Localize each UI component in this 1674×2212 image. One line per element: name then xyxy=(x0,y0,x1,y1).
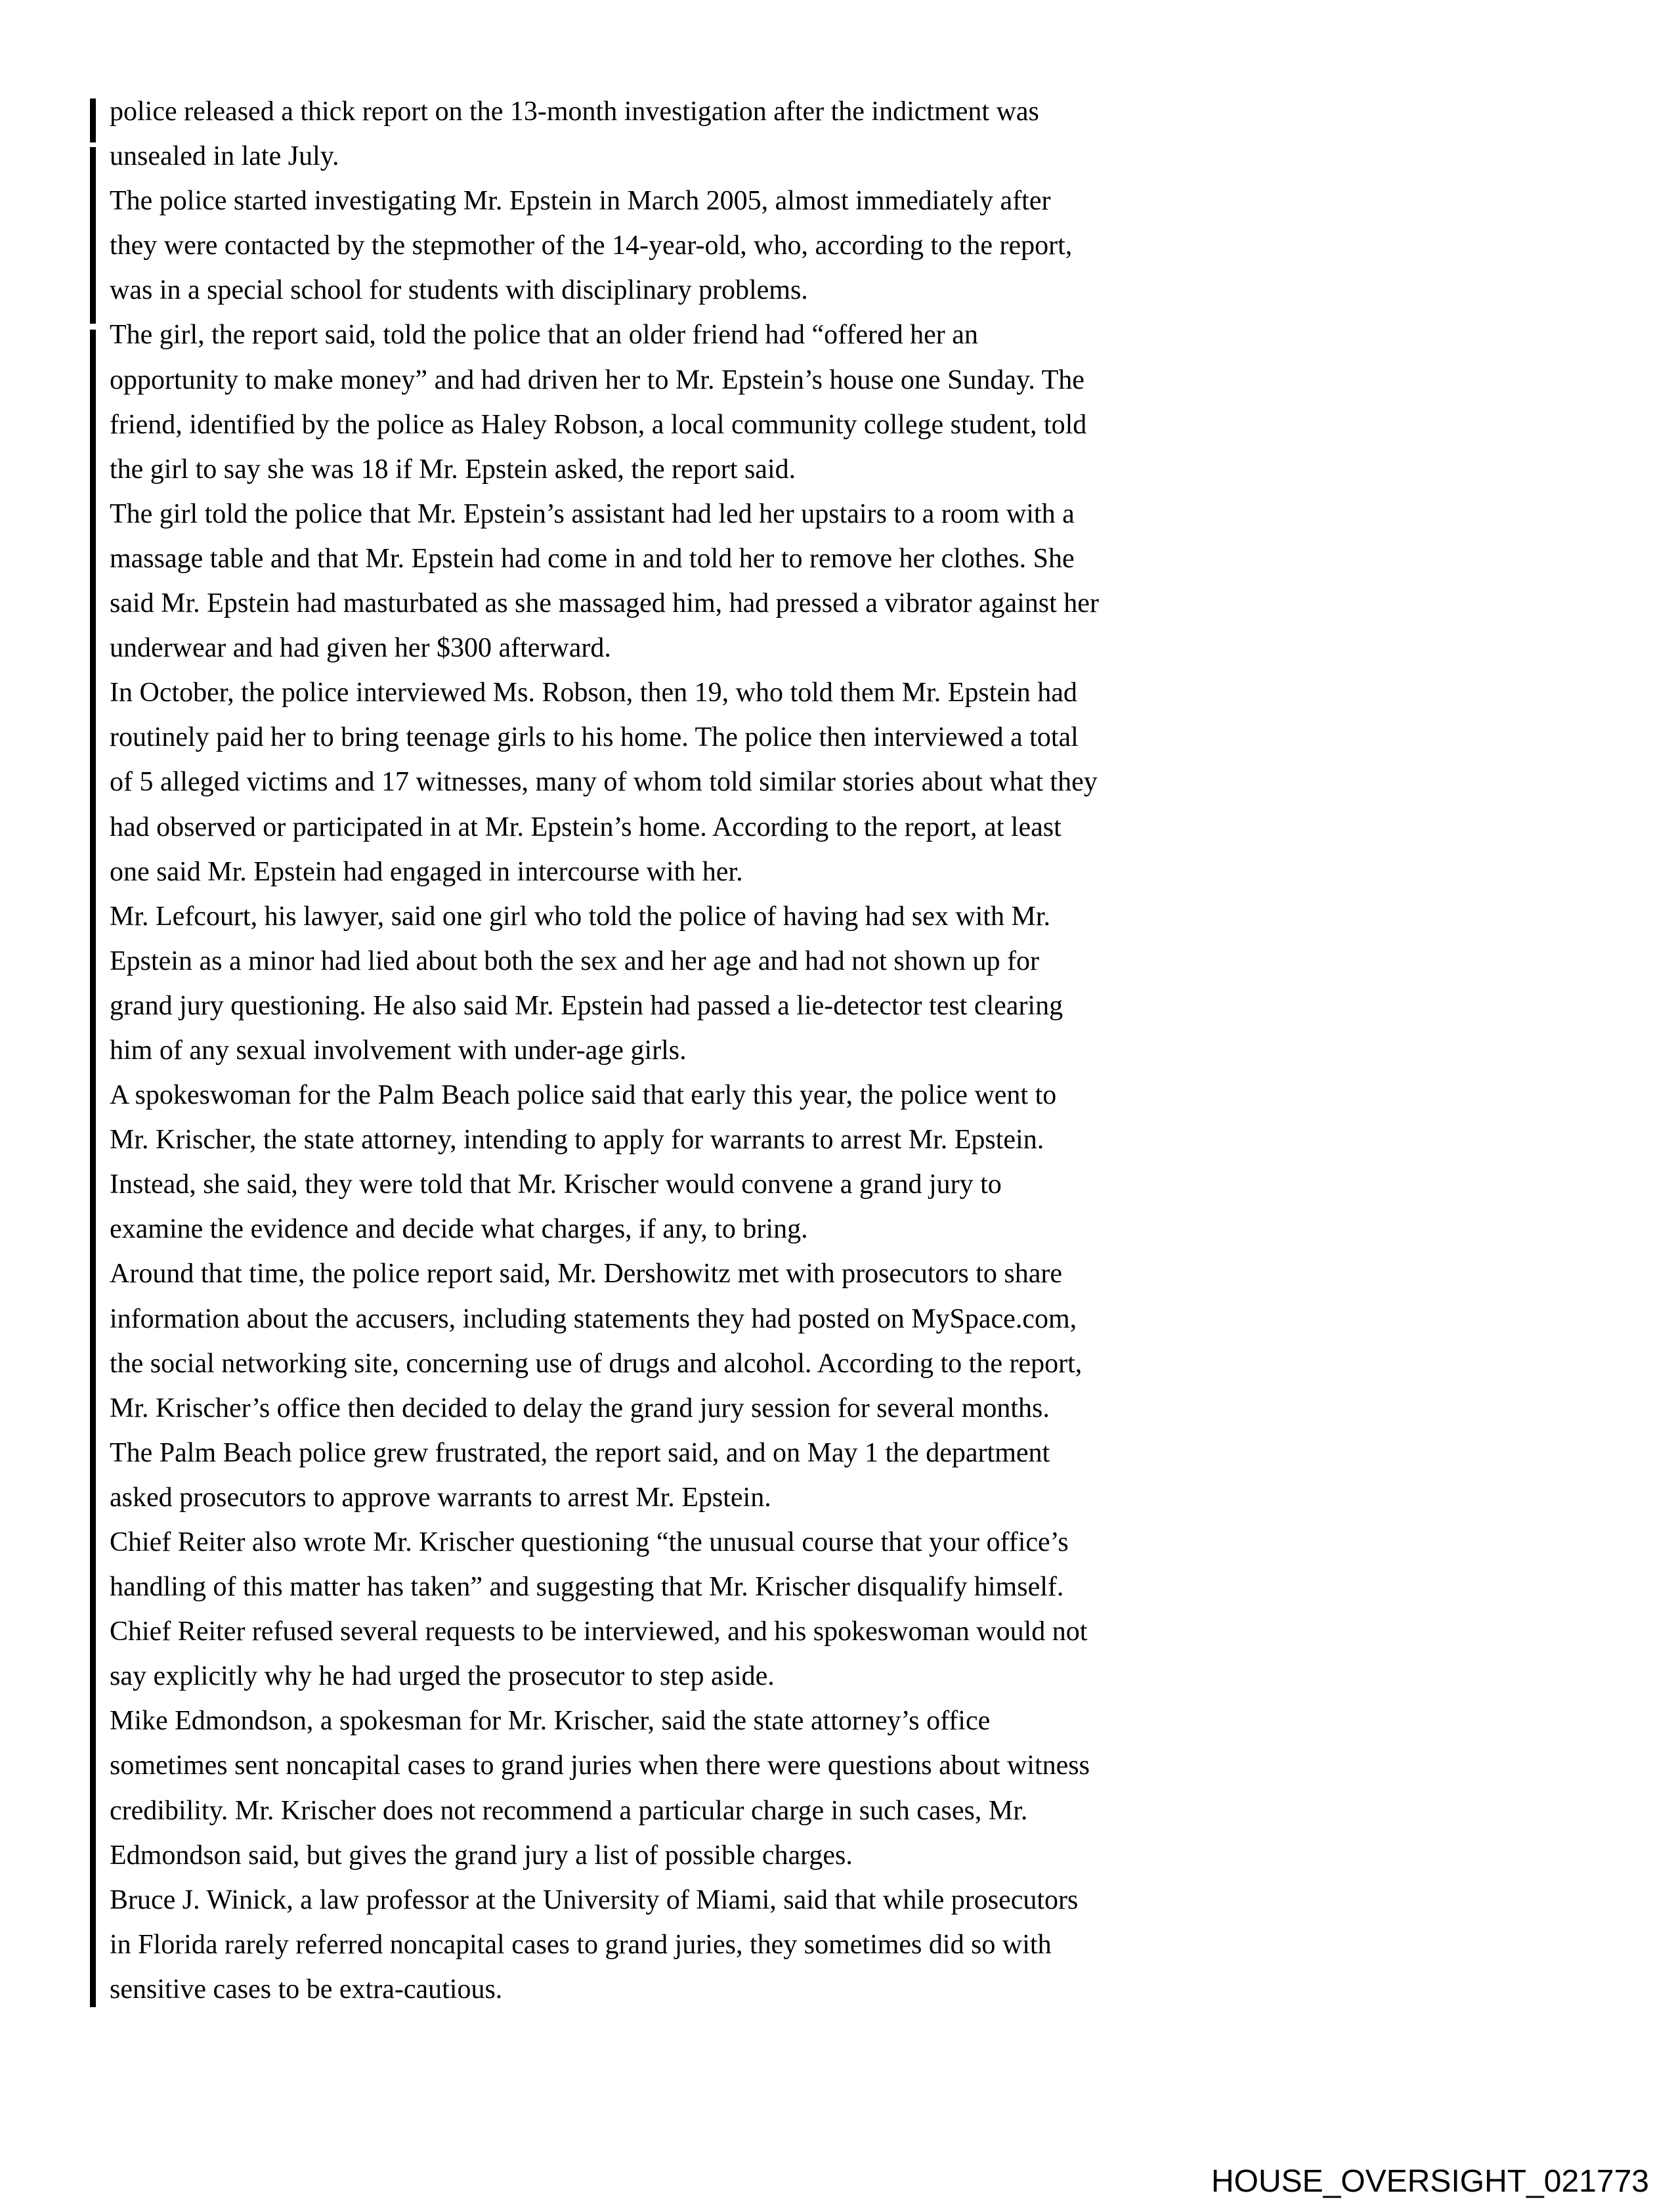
text-line: Edmondson said, but gives the grand jury a list of possible charges. xyxy=(110,1840,853,1871)
bates-number: HOUSE_OVERSIGHT_021773 xyxy=(1211,2164,1649,2199)
revision-bar-segment xyxy=(90,147,96,324)
text-line: The Palm Beach police grew frustrated, the report said, and on May 1 the department xyxy=(110,1437,1050,1468)
text-line: information about the accusers, including statements they had posted on MySpace.com, xyxy=(110,1303,1077,1334)
text-line: The girl told the police that Mr. Epstein’s assistant had led her upstairs to a room with a xyxy=(110,498,1075,529)
text-line: massage table and that Mr. Epstein had come in and told her to remove her clothes. She xyxy=(110,543,1075,574)
text-line: Chief Reiter refused several requests to be interviewed, and his spokeswoman would not xyxy=(110,1616,1088,1647)
revision-bar-segment xyxy=(90,98,96,142)
text-line: The girl, the report said, told the police that an older friend had “offered her an xyxy=(110,320,978,351)
text-line: A spokeswoman for the Palm Beach police said that early this year, the police went to xyxy=(110,1080,1057,1111)
text-line: police released a thick report on the 13-month investigation after the indictment was xyxy=(110,97,1039,127)
text-line: the girl to say she was 18 if Mr. Epstein asked, the report said. xyxy=(110,454,796,485)
text-line: handling of this matter has taken” and suggesting that Mr. Krischer disqualify himself. xyxy=(110,1572,1064,1603)
paragraph xyxy=(110,1251,1134,1430)
text-line: grand jury questioning. He also said Mr. Epstein had passed a lie-detector test clearing xyxy=(110,990,1063,1021)
paragraph xyxy=(110,1431,1134,1520)
text-line: opportunity to make money” and had driven her to Mr. Epstein’s house one Sunday. The xyxy=(110,364,1084,395)
text-line: routinely paid her to bring teenage girls to his home. The police then interviewed a total xyxy=(110,722,1079,753)
text-line: sensitive cases to be extra-cautious. xyxy=(110,1974,503,2005)
paragraph xyxy=(110,1609,1134,1699)
text-line: him of any sexual involvement with under-age girls. xyxy=(110,1035,687,1066)
text-line: examine the evidence and decide what charges, if any, to bring. xyxy=(110,1214,808,1245)
text-line: in Florida rarely referred noncapital cases to grand juries, they sometimes did so with xyxy=(110,1929,1052,1960)
text-line: Mr. Krischer’s office then decided to delay the grand jury session for several months. xyxy=(110,1393,1050,1423)
text-line: one said Mr. Epstein had engaged in intercourse with her. xyxy=(110,856,743,887)
text-line: unsealed in late July. xyxy=(110,141,339,172)
paragraph xyxy=(110,313,1134,491)
paragraph xyxy=(110,89,1134,179)
paragraph xyxy=(110,1699,1134,1877)
paragraph xyxy=(110,1878,1134,2012)
text-line: friend, identified by the police as Haley Robson, a local community college student, told xyxy=(110,409,1087,440)
text-line: Instead, she said, they were told that Mr. Krischer would convene a grand jury to xyxy=(110,1169,1002,1200)
text-line: was in a special school for students with disciplinary problems. xyxy=(110,275,808,306)
text-line: sometimes sent noncapital cases to grand juries when there were questions about witness xyxy=(110,1750,1090,1781)
revision-bar-segment xyxy=(90,330,96,2007)
text-line: Epstein as a minor had lied about both the sex and her age and had not shown up for xyxy=(110,945,1039,976)
document-text xyxy=(110,89,1134,2012)
paragraph xyxy=(110,179,1134,313)
text-line: Mr. Krischer, the state attorney, intending to apply for warrants to arrest Mr. Epstein. xyxy=(110,1125,1044,1156)
text-line: they were contacted by the stepmother of the 14-year-old, who, according to the report, xyxy=(110,230,1073,261)
text-line: said Mr. Epstein had masturbated as she massaged him, had pressed a vibrator against her xyxy=(110,588,1099,619)
paragraph xyxy=(110,1520,1134,1609)
text-line: underwear and had given her $300 afterward. xyxy=(110,633,611,664)
text-line: say explicitly why he had urged the prosecutor to step aside. xyxy=(110,1661,775,1692)
paragraph xyxy=(110,1073,1134,1251)
paragraph xyxy=(110,894,1134,1073)
text-line: of 5 alleged victims and 17 witnesses, many of whom told similar stories about what they xyxy=(110,767,1098,798)
paragraph xyxy=(110,492,1134,670)
text-line: Around that time, the police report said, Mr. Dershowitz met with prosecutors to share xyxy=(110,1259,1062,1290)
text-line: The police started investigating Mr. Epstein in March 2005, almost immediately after xyxy=(110,186,1051,217)
text-line: credibility. Mr. Krischer does not recommend a particular charge in such cases, Mr. xyxy=(110,1795,1028,1826)
text-line: In October, the police interviewed Ms. Robson, then 19, who told them Mr. Epstein had xyxy=(110,678,1077,708)
text-line: Bruce J. Winick, a law professor at the University of Miami, said that while prosecutors xyxy=(110,1884,1079,1915)
text-line: Mike Edmondson, a spokesman for Mr. Krischer, said the state attorney’s office xyxy=(110,1706,991,1737)
text-line: Mr. Lefcourt, his lawyer, said one girl who told the police of having had sex with Mr. xyxy=(110,901,1051,932)
paragraph xyxy=(110,670,1134,894)
text-line: asked prosecutors to approve warrants to arrest Mr. Epstein. xyxy=(110,1482,771,1513)
text-line: had observed or participated in at Mr. Epstein’s home. According to the report, at least xyxy=(110,812,1062,842)
text-line: Chief Reiter also wrote Mr. Krischer questioning “the unusual course that your office’s xyxy=(110,1527,1069,1557)
text-line: the social networking site, concerning use of drugs and alcohol. According to the report, xyxy=(110,1348,1083,1379)
